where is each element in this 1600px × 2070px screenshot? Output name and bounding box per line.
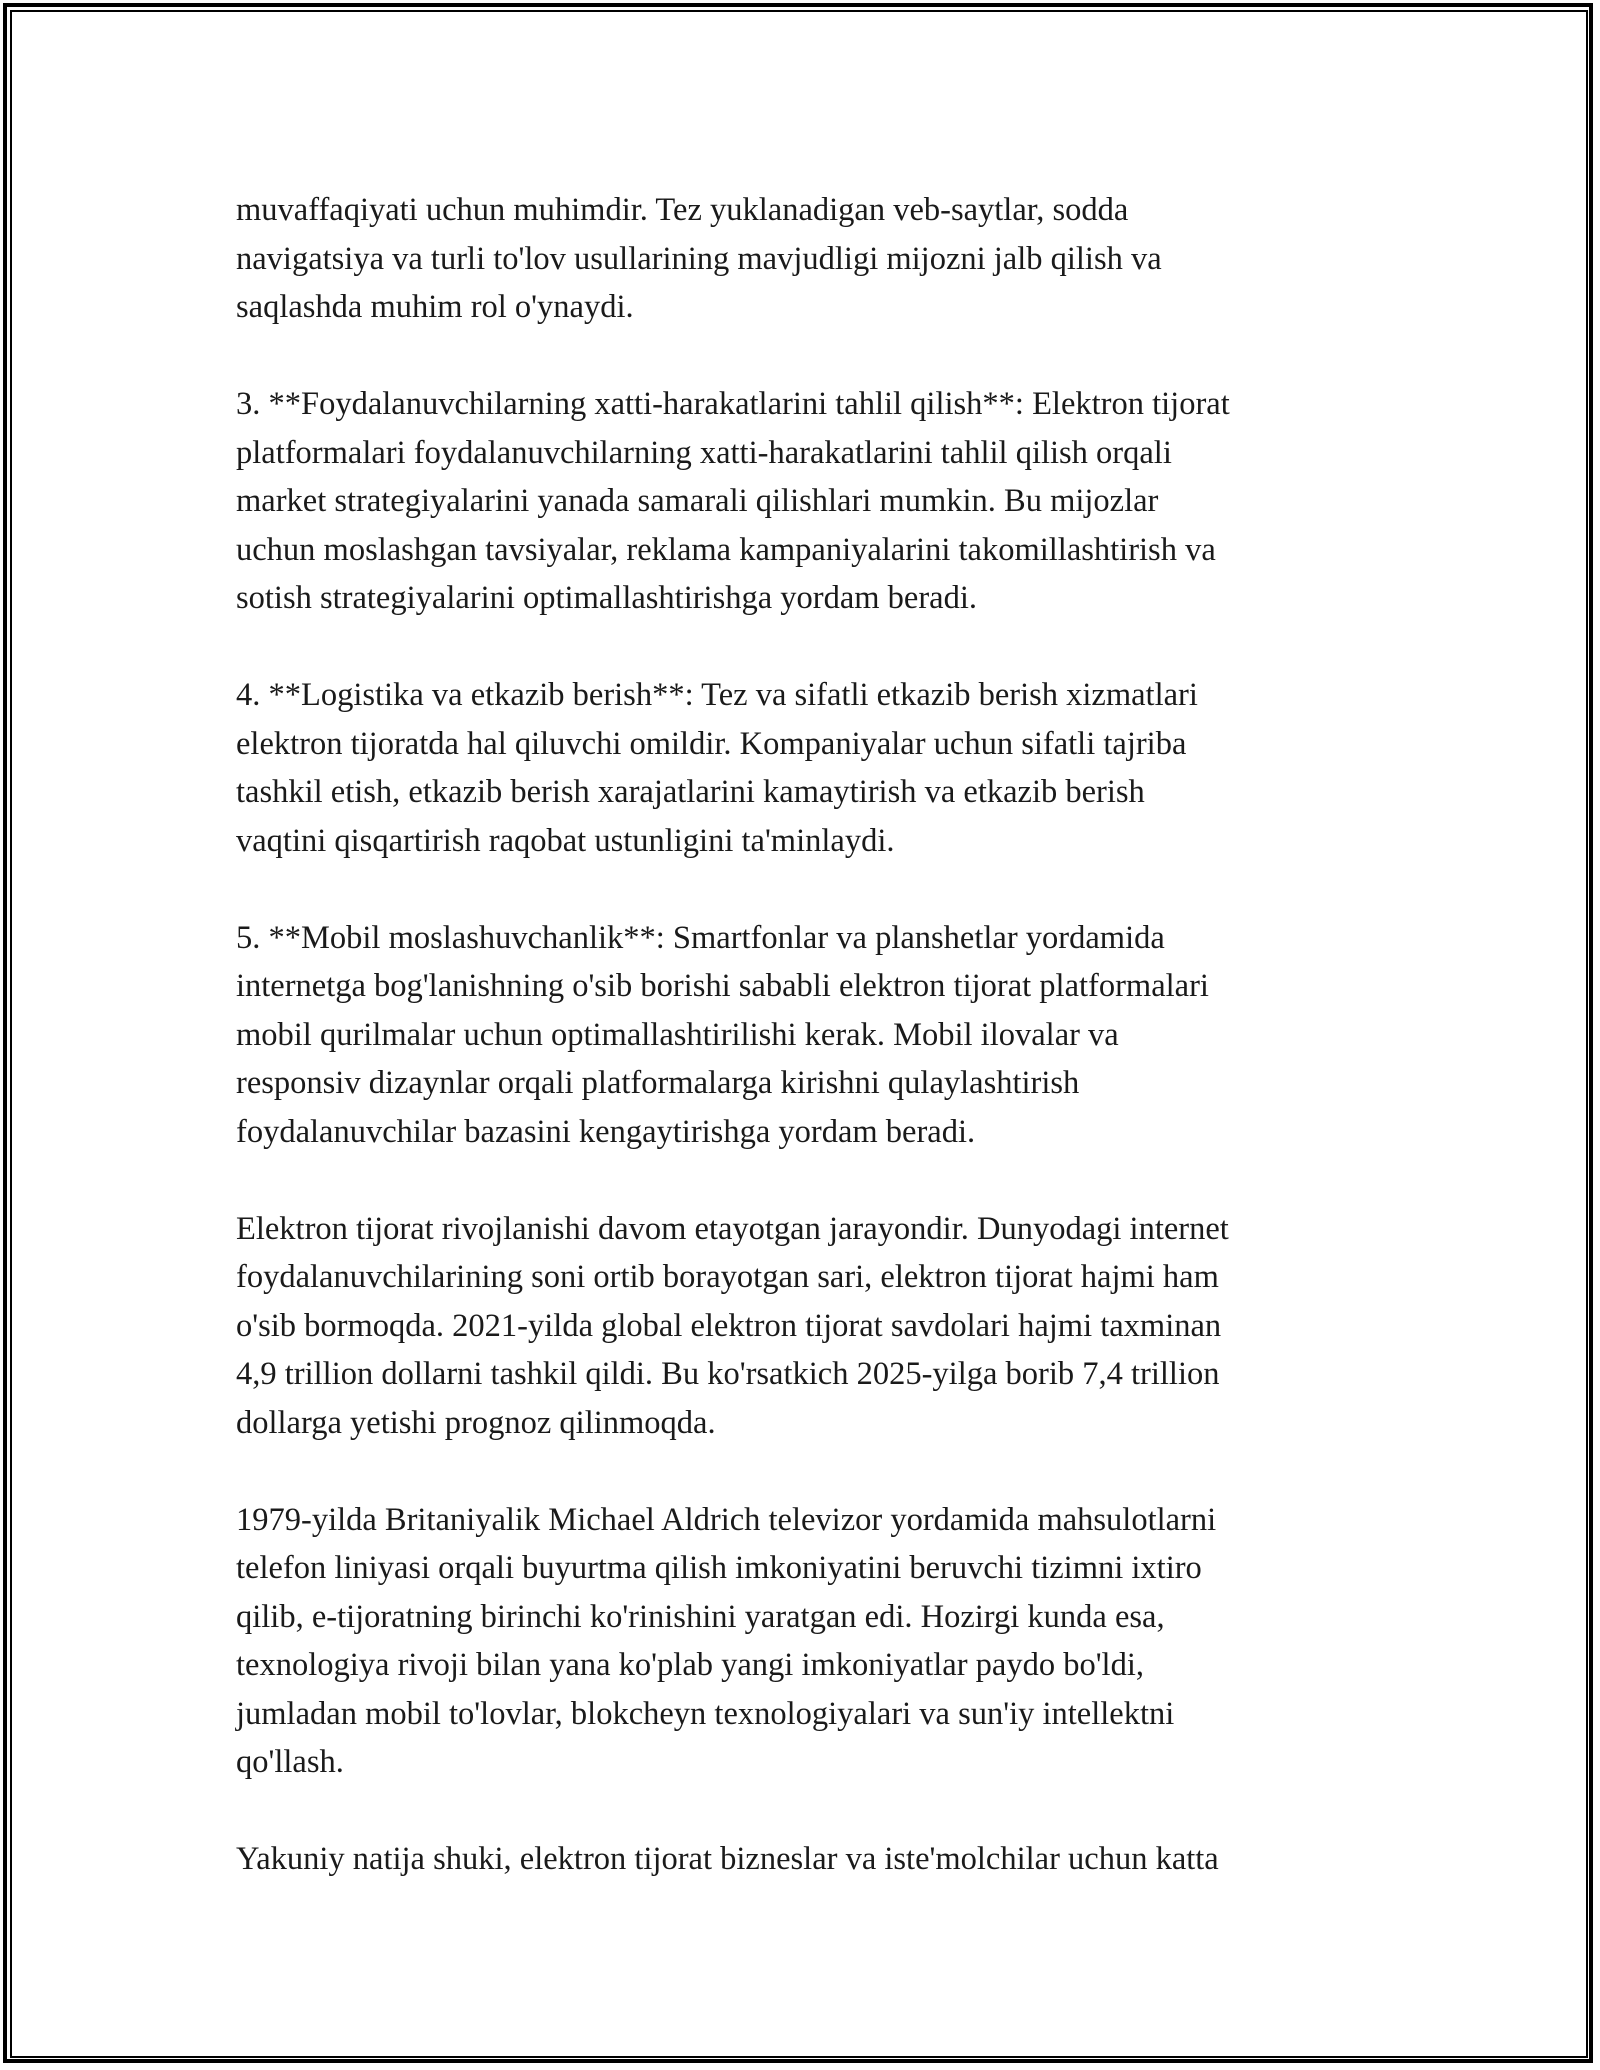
paragraph-point-5: 5. **Mobil moslashuvchanlik**: Smartfonlar va planshetlar yordamida internetga bog'lanishning o'sib borishi sababli elektron tijorat platformalari mobil qurilmalar uchun optimallashtirilishi kerak. Mobil ilovalar va responsiv dizaynlar orqali platformalarga kirishni qulaylashtirish foydalanuvchilar bazasini kengaytirishga yordam beradi. bbox=[236, 919, 1209, 1150]
paragraph-growth-stats: Elektron tijorat rivojlanishi davom etayotgan jarayondir. Dunyodagi internet foydalanuvchilarining soni ortib borayotgan sari, elektron tijorat hajmi ham o'sib bormoqda. 2021-yilda global elektron tijorat savdolari hajmi taxminan 4,9 trillion dollarni tashkil qildi. Bu ko'rsatkich 2025-yilga borib 7,4 trillion dollarga yetishi prognoz qilinmoqda. bbox=[236, 1210, 1229, 1441]
document-body bbox=[236, 186, 1376, 1884]
paragraph-point-4: 4. **Logistika va etkazib berish**: Tez va sifatli etkazib berish xizmatlari elektron tijoratda hal qiluvchi omildir. Kompaniyalar uchun sifatli tajriba tashkil etish, etkazib berish xarajatlarini kamaytirish va etkazib berish vaqtini qisqartirish raqobat ustunligini ta'minlaydi. bbox=[236, 677, 1198, 859]
paragraph-point-3: 3. **Foydalanuvchilarning xatti-harakatlarini tahlil qilish**: Elektron tijorat platformalari foydalanuvchilarning xatti-harakatlarini tahlil qilish orqali market strategiyalarini yanada samarali qilishlari mumkin. Bu mijozlar uchun moslashgan tavsiyalar, reklama kampaniyalarini takomillashtirish va sotish strategiyalarini optimallashtirishga yordam beradi. bbox=[236, 386, 1230, 616]
paragraph-history: 1979-yilda Britaniyalik Michael Aldrich televizor yordamida mahsulotlarni telefon liniyasi orqali buyurtma qilish imkoniyatini beruvchi tizimni ixtiro qilib, e-tijoratning birinchi ko'rinishini yaratgan edi. Hozirgi kunda esa, texnologiya rivoji bilan yana ko'plab yangi imkoniyatlar paydo bo'ldi, jumladan mobil to'lovlar, blokcheyn texnologiyalari va sun'iy intellektni qo'llash. bbox=[236, 1501, 1217, 1780]
paragraph-conclusion: Yakuniy natija shuki, elektron tijorat bizneslar va iste'molchilar uchun katta bbox=[236, 1841, 1219, 1877]
paragraph-continuation: muvaffaqiyati uchun muhimdir. Tez yuklanadigan veb-saytlar, sodda navigatsiya va turli to'lov usullarining mavjudligi mijozni jalb qilish va saqlashda muhim rol o'ynaydi. bbox=[236, 192, 1162, 325]
